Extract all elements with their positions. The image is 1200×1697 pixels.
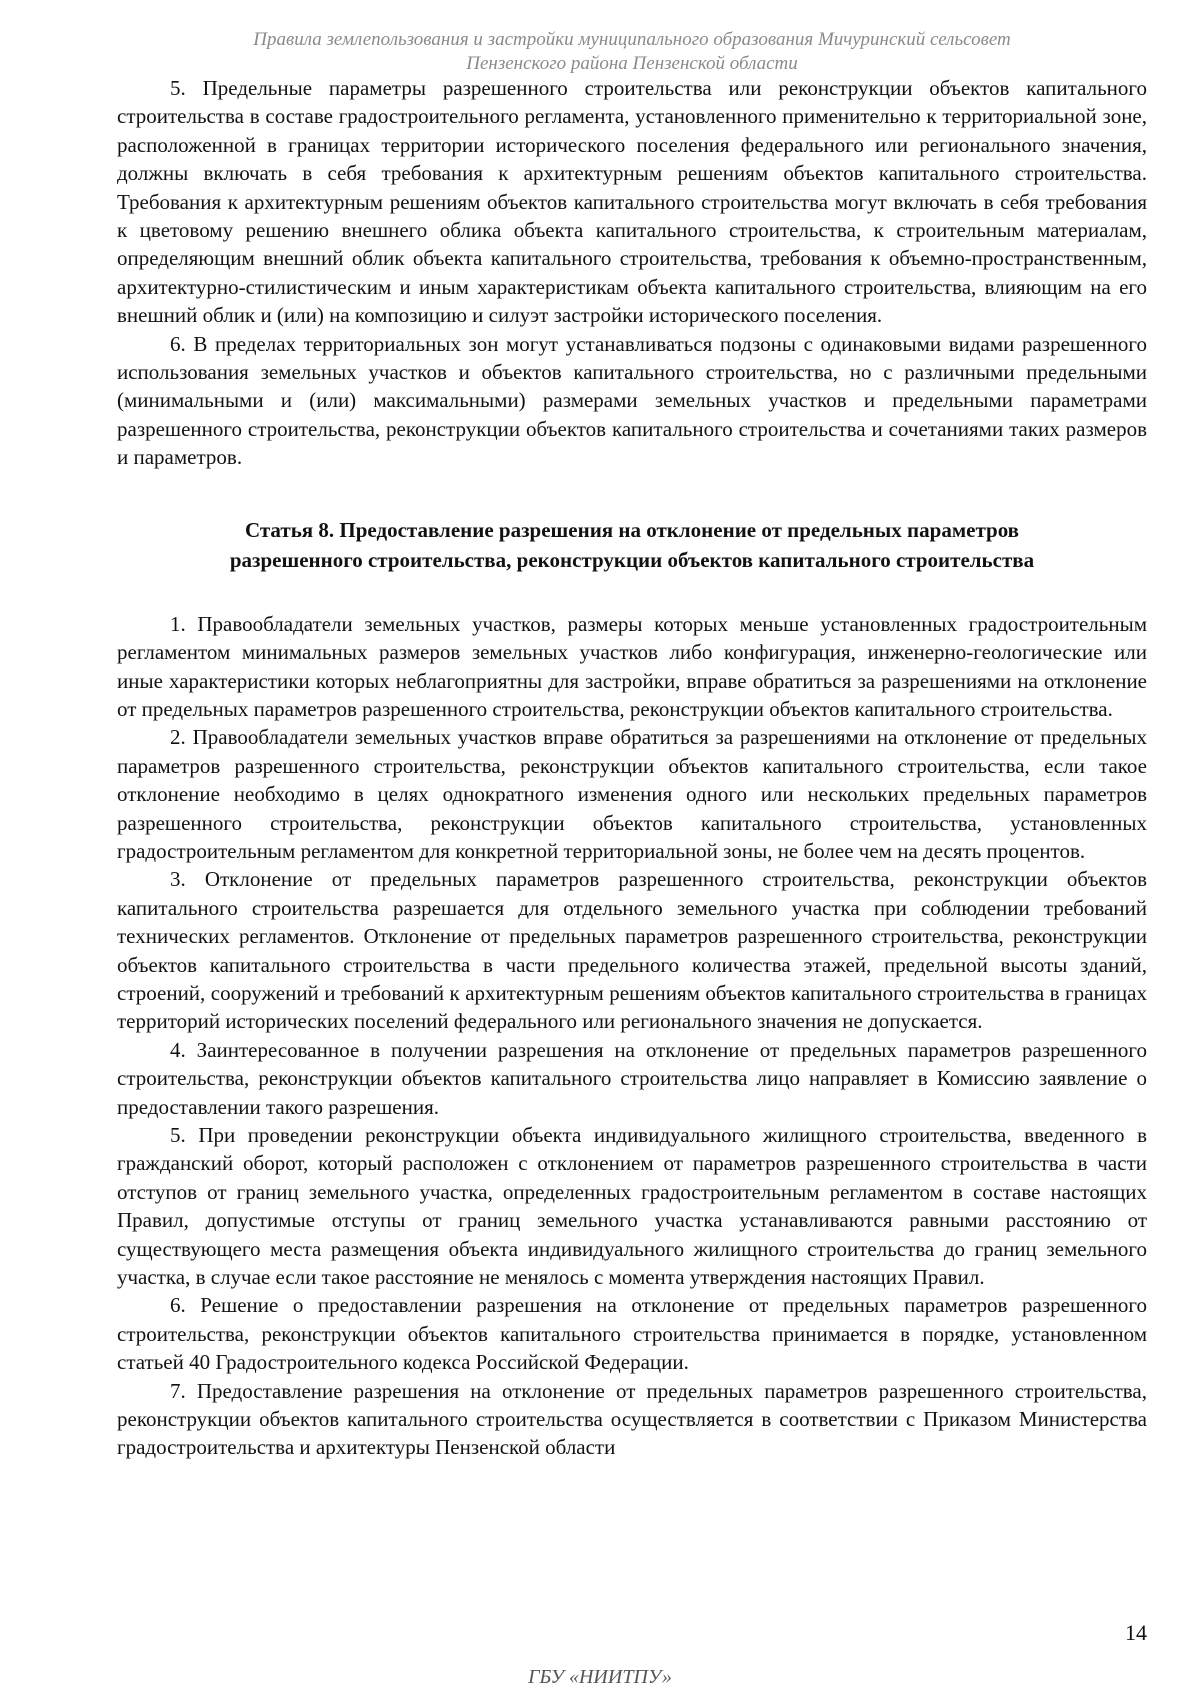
paragraph-top-5: 5. Предельные параметры разрешенного строительства или реконструкции объектов капитального строительства в составе градостроительного регламента, установленного применительно к территориальной зоне, расположенной в границах территории исторического поселения федерального или регионального значения, должны включать в себя требования к архитектурным решениям объектов капитального строительства. Требования к архитектурным решениям объектов капитального строительства могут включать в себя требования к цветовому решению внешнего облика объекта капитального строительства, к строительным материалам, определяющим внешний облик объекта капитального строительства, требования к объемно-пространственным, архитектурно-стилистическим и иным характеристикам объекта капитального строительства, влияющим на его внешний облик и (или) на композицию и силуэт застройки исторического поселения. xyxy=(117,76,1147,328)
article-paragraph-4: 4. Заинтересованное в получении разрешения на отклонение от предельных параметров разрешенного строительства, реконструкции объектов капитального строительства лицо направляет в Комиссию заявление о предоставлении такого разрешения. xyxy=(117,1037,1147,1119)
article-paragraph-1: 1. Правообладатели земельных участков, размеры которых меньше установленных градостроительным регламентом минимальных размеров земельных участков либо конфигурация, инженерно-геологические или иные характеристики которых неблагоприятны для застройки, вправе обратиться за разрешениями на отклонение от предельных параметров разрешенного строительства, реконструкции объектов капитального строительства. xyxy=(117,611,1147,721)
running-header-line-2: Пензенского района Пензенской области xyxy=(466,53,798,74)
article-paragraph-5: 5. При проведении реконструкции объекта индивидуального жилищного строительства, введенного в гражданский оборот, который расположен с отклонением от параметров разрешенного строительства в части отступов от границ земельного участка, определенных градостроительным регламентом в составе настоящих Правил, допустимые отступы от границ земельного участка устанавливаются равными расстоянию от существующего места размещения объекта индивидуального жилищного строительства до границ земельного участка, в случае если такое расстояние не менялось с момента утверждения настоящих Правил. xyxy=(117,1123,1147,1290)
article-heading xyxy=(117,515,1147,575)
page-footer: ГБУ «НИИТПУ» xyxy=(528,1666,672,1688)
article-paragraph-7: 7. Предоставление разрешения на отклонение от предельных параметров разрешенного строительства, реконструкции объектов капитального строительства осуществляется в соответствии с Приказом Министерства градостроительства и архитектуры Пензенской области xyxy=(117,1378,1147,1460)
body-text xyxy=(117,74,1147,1462)
article-paragraph-2: 2. Правообладатели земельных участков вправе обратиться за разрешениями на отклонение от предельных параметров разрешенного строительства, реконструкции объектов капитального строительства, если такое отклонение необходимо в целях однократного изменения одного или нескольких предельных параметров разрешенного строительства, реконструкции объектов капитального строительства, установленных градостроительным регламентом для конкретной территориальной зоны, не более чем на десять процентов. xyxy=(117,725,1147,863)
running-header-line-1: Правила землепользования и застройки муниципального образования Мичуринский сельсовет xyxy=(253,29,1011,50)
article-paragraph-6: 6. Решение о предоставлении разрешения на отклонение от предельных параметров разрешенного строительства, реконструкции объектов капитального строительства принимается в порядке, установленном статьей 40 Градостроительного кодекса Российской Федерации. xyxy=(117,1293,1147,1375)
page-number: 14 xyxy=(1125,1620,1147,1645)
paragraph-top-6: 6. В пределах территориальных зон могут устанавливаться подзоны с одинаковыми видами разрешенного использования земельных участков и объектов капитального строительства, но с различными предельными (минимальными и (или) максимальными) размерами земельных участков и предельными параметрами разрешенного строительства, реконструкции объектов капитального строительства и сочетаниями таких размеров и параметров. xyxy=(117,331,1147,470)
article-heading-line-2: разрешенного строительства, реконструкции объектов капитального строительства xyxy=(229,547,1035,572)
running-header xyxy=(117,28,1147,76)
article-heading-line-1: Статья 8. Предоставление разрешения на отклонение от предельных параметров xyxy=(244,517,1020,542)
article-paragraph-3: 3. Отклонение от предельных параметров разрешенного строительства, реконструкции объектов капитального строительства разрешается для отдельного земельного участка при соблюдении требований технических регламентов. Отклонение от предельных параметров разрешенного строительства, реконструкции объектов капитального строительства в части предельного количества этажей, предельной высоты зданий, строений, сооружений и требований к архитектурным решениям объектов капитального строительства в границах территорий исторических поселений федерального или регионального значения не допускается. xyxy=(117,867,1147,1034)
